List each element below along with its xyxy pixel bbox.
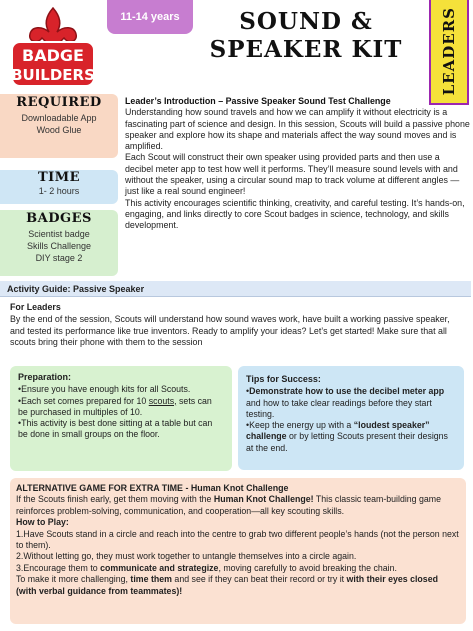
preparation-box <box>10 366 232 471</box>
intro-paragraph: Understanding how sound travels and how we can amplify it without electricity is a fascinating part of science and design. In this session, Scouts will build a passive phone speaker and explore how its shape and materials affect the way sound moves and is amplified. <box>125 107 470 152</box>
badge-item: Skills Challenge <box>26 241 92 251</box>
required-item: Wood Glue <box>36 125 82 135</box>
for-leaders-heading: For Leaders <box>10 302 61 312</box>
time-box <box>0 170 118 204</box>
tips-box <box>238 366 464 470</box>
leaders-introduction <box>125 96 470 232</box>
badges-box <box>0 210 118 276</box>
badge-item: DIY stage 2 <box>35 253 83 263</box>
for-leaders-text: By the end of the session, Scouts will understand how sound waves work, have built a working passive speaker, and tested its performance like true inventors. Ready to amplify your ideas? Let’s get started! Make sure that all scouts bring their phone with them to the session <box>10 314 450 347</box>
alternative-game-heading: ALTERNATIVE GAME FOR EXTRA TIME - Human Knot Challenge <box>16 483 289 493</box>
leaders-tab-label: LEADERS <box>440 7 458 96</box>
badge-item: Scientist badge <box>28 229 90 239</box>
preparation-item: • This activity is best done sitting at a table but can be done in small groups on the floor. <box>18 418 224 441</box>
challenge-item: To make it more challenging, time them and see if they can beat their record or try it with their eyes closed (with verbal guidance from teammates)! <box>16 574 438 596</box>
step-item: 2.Without letting go, they must work together to untangle themselves into a circle again. <box>16 551 357 562</box>
title-line-1: SOUND & <box>239 8 373 35</box>
badges-heading: BADGES <box>26 211 92 226</box>
required-item: Downloadable App <box>21 113 97 123</box>
preparation-item: • Ensure you have enough kits for all Scouts. <box>18 384 224 395</box>
step-item: 1.Have Scouts stand in a circle and reach into the centre to grab two different people’s hands (not the person next to them). <box>16 528 459 551</box>
required-heading: REQUIRED <box>16 95 102 110</box>
age-range-badge: 11-14 years <box>107 0 193 34</box>
page-title <box>186 8 426 64</box>
time-heading: TIME <box>37 170 81 185</box>
tip-item: • Keep the energy up with a “loudest speaker” challenge or by letting Scouts present their designs at the end. <box>246 420 456 454</box>
badge-builders-logo <box>8 4 98 90</box>
time-value: 1- 2 hours <box>38 186 80 196</box>
alternative-game-box <box>10 478 466 624</box>
activity-guide-heading: Activity Guide: Passive Speaker <box>0 281 471 297</box>
tip-item: • Demonstrate how to use the decibel meter app and how to take clear readings before they start testing. <box>246 386 456 420</box>
title-line-2: SPEAKER KIT <box>209 36 403 63</box>
preparation-heading: Preparation: <box>18 372 72 382</box>
logo-line-2: BUILDERS <box>11 66 95 84</box>
required-box <box>0 94 118 158</box>
alternative-game-intro: If the Scouts finish early, get them moving with the Human Knot Challenge! This classic team-building game reinforces problem-solving, communication, and cooperation—all key scouting skills. <box>16 494 442 516</box>
tips-heading: Tips for Success: <box>246 374 321 384</box>
intro-heading: Leader’s Introduction – Passive Speaker Sound Test Challenge <box>125 96 391 106</box>
preparation-item: • Each set comes prepared for 10 scouts, sets can be purchased in multiples of 10. <box>18 396 224 419</box>
for-leaders-section <box>10 302 466 348</box>
intro-paragraph: Each Scout will construct their own speaker using provided parts and then use a decibel meter app to test how well it performs. They’ll measure sound levels with and without the speaker, using a circular sound map to track volume at different angles — just like a real sound engineer! <box>125 152 460 197</box>
fleur-de-lis-icon <box>8 4 98 90</box>
leaders-tab <box>429 0 469 105</box>
logo-line-1: BADGE <box>22 46 84 65</box>
step-item: 3.Encourage them to communicate and strategize, moving carefully to avoid breaking the chain. <box>16 562 397 573</box>
intro-paragraph: This activity encourages scientific thinking, creativity, and careful testing. It’s hands-on, engaging, and links directly to core Scout badges in science, technology, and skills development. <box>125 197 465 231</box>
how-to-play-heading: How to Play: <box>16 517 69 528</box>
